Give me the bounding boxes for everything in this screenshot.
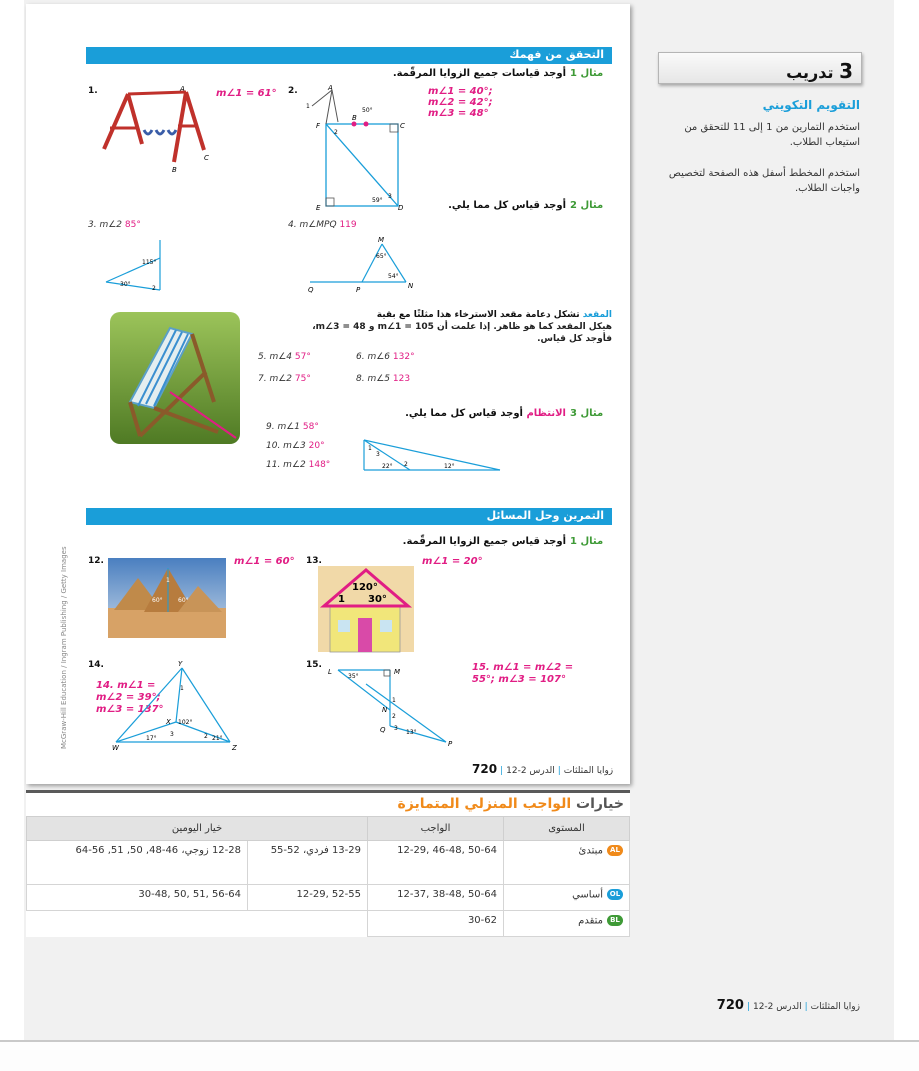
problem-15-answer-2: 55°; m∠3 = 107° xyxy=(472,674,566,685)
practice-instruction-1: أوجد قياس جميع الزوايا المرقّمة. xyxy=(402,536,566,547)
empty-cell xyxy=(27,911,368,937)
house-figure xyxy=(318,564,414,654)
figure-4 xyxy=(306,234,426,296)
problem-15-number: 15. xyxy=(306,660,322,670)
example-3-label: مثال 3 xyxy=(570,408,604,419)
teacher-page-footer: زوايا المثلثات|الدرس 2-12|720 xyxy=(716,998,860,1013)
fig15-angle-35: 35° xyxy=(348,673,359,680)
footer-page-number: 720 xyxy=(472,762,498,776)
fig1-label-B: B xyxy=(172,166,177,174)
pyramid-n1: 1 xyxy=(166,577,170,584)
sidebar-text-2: استخدم المخطط أسفل هذه الصفحة لتخصيص واجبات الطلاب. xyxy=(668,168,860,194)
problem-6: 6. m∠6 132° xyxy=(356,352,415,362)
example-2-label: مثال 2 xyxy=(570,200,604,211)
problem-1-answer: m∠1 = 61° xyxy=(216,88,277,99)
problem-12-number: 12. xyxy=(88,556,104,566)
level-name: متقدم xyxy=(578,915,603,927)
fig2-angle-59: 59° xyxy=(372,197,383,204)
fig9-n3: 3 xyxy=(376,451,380,458)
figure-14 xyxy=(112,660,242,752)
fig2-label-F: F xyxy=(316,122,321,130)
problem-14-answer-3: m∠3 = 137° xyxy=(96,704,164,715)
footer2-page-number: 720 xyxy=(716,998,744,1013)
level-name: أساسي xyxy=(572,889,603,901)
lounge-chair-photo xyxy=(110,312,240,444)
problem-4: 4. m∠MPQ 119 xyxy=(288,220,357,230)
figure-9 xyxy=(360,436,510,476)
fig2-n3: 3 xyxy=(388,193,392,200)
pyramids-photo xyxy=(108,558,226,638)
fig4-angle-54: 54° xyxy=(388,273,399,280)
house-angle-120: 120° xyxy=(352,582,378,593)
assignment-cell: 30-62 xyxy=(368,911,504,937)
practice-example-1-label: مثال 1 xyxy=(570,536,604,547)
instruction-3: الانتظام أوجد قياس كل مما يلي. xyxy=(405,408,566,419)
fig15-label-N: N xyxy=(382,706,388,714)
fig15-label-P: P xyxy=(448,740,453,746)
level-cell xyxy=(504,841,630,885)
fig14-angle-102: 102° xyxy=(178,719,193,726)
fig4-label-P: P xyxy=(356,286,361,294)
homework-options-title: خيارات الواجب المنزلي المتمايزة xyxy=(26,790,630,816)
fig1-label-C: C xyxy=(204,154,209,162)
footer-lesson: الدرس 2-12 xyxy=(506,766,555,776)
practice-step-box xyxy=(658,52,862,84)
fig15-label-M: M xyxy=(394,668,401,676)
problem-14-number: 14. xyxy=(88,660,104,670)
pyramid-angle-60b: 60° xyxy=(178,597,189,604)
fig15-label-L: L xyxy=(328,668,332,676)
problem-9: 9. m∠1 58° xyxy=(266,422,319,432)
fig2-n2: 2 xyxy=(334,129,338,136)
sidebar-text-1: استخدم التمارين من 1 إلى 11 للتحقق من استيعاب الطلاب. xyxy=(684,122,860,148)
rectangle-triangle-figure xyxy=(304,84,414,212)
chair-text-2: هيكل المقعد كما هو ظاهر. إذا علمت أن 105 = m∠1 و 48 = m∠3، xyxy=(312,322,612,332)
problem-3: 3. m∠2 85° xyxy=(88,220,141,230)
level-badge-al: AL xyxy=(607,845,623,856)
problem-2-answer-2: m∠2 = 42°; xyxy=(428,97,493,108)
level-cell xyxy=(504,911,630,937)
fig14-label-W: W xyxy=(112,744,119,752)
assignment-cell: 12-29, 46-48, 50-64 xyxy=(368,841,504,885)
fig15-label-Q: Q xyxy=(380,726,386,734)
fig14-n3: 3 xyxy=(170,731,174,738)
problem-11: 11. m∠2 148° xyxy=(266,460,331,470)
fig15-n2: 2 xyxy=(392,713,396,720)
problem-15-answer-1: 15. m∠1 = m∠2 = xyxy=(472,662,574,673)
fig14-angle-21: 21° xyxy=(212,735,223,742)
instruction-2: أوجد قياس كل مما يلي. xyxy=(448,200,566,211)
problem-2-number: 2. xyxy=(288,86,298,96)
fig15-n1: 1 xyxy=(392,697,396,704)
footer2-lesson: الدرس 2-12 xyxy=(752,1002,802,1012)
problem-14-answer-1: 14. m∠1 = xyxy=(96,680,156,691)
fig14-label-X: X xyxy=(166,718,171,726)
problem-8: 8. m∠5 123 xyxy=(356,374,411,384)
homework-header-row xyxy=(27,817,630,841)
problem-5: 5. m∠4 57° xyxy=(258,352,311,362)
fig3-angle-30: 30° xyxy=(120,281,131,288)
table-row xyxy=(27,841,630,885)
footer-topic: زوايا المثلثات xyxy=(563,766,614,776)
header-two-day: خيار اليومين xyxy=(27,817,368,841)
two-day-even-cell: 12-28 زوجي، 46-48, 50, 51, 56-64 xyxy=(27,841,248,885)
fig3-angle-115: 115° xyxy=(142,259,157,266)
fig14-label-Y: Y xyxy=(178,660,183,668)
header-level: المستوى xyxy=(504,817,630,841)
two-day-odd-cell: 12-29, 52-55 xyxy=(248,885,368,911)
fig14-n2: 2 xyxy=(204,733,208,740)
level-badge-ol: OL xyxy=(607,889,623,900)
problem-12-answer: m∠1 = 60° xyxy=(234,556,295,567)
two-day-even-cell: 30-48, 50, 51, 56-64 xyxy=(27,885,248,911)
fig2-label-B: B xyxy=(352,114,357,122)
fig14-label-Z: Z xyxy=(232,744,237,752)
fig4-label-Q: Q xyxy=(308,286,314,294)
figure-3 xyxy=(102,238,172,298)
house-angle-30: 30° xyxy=(368,594,387,605)
problem-13-number: 13. xyxy=(306,556,322,566)
practice-step-number: 3 xyxy=(839,59,853,83)
bottom-band xyxy=(0,1040,919,1071)
problem-10: 10. m∠3 20° xyxy=(266,441,325,451)
fig2-label-D: D xyxy=(398,204,404,212)
swing-set-figure xyxy=(98,84,218,174)
level-badge-bl: BL xyxy=(607,915,623,926)
fig14-angle-17: 17° xyxy=(146,735,157,742)
fig1-label-A: A xyxy=(180,85,185,93)
problem-13-answer: m∠1 = 20° xyxy=(422,556,483,567)
figure-15 xyxy=(326,664,456,746)
example-1-label: مثال 1 xyxy=(570,68,604,79)
two-day-odd-cell: 13-29 فردي، 52-55 xyxy=(248,841,368,885)
level-cell xyxy=(504,885,630,911)
fig3-n2: 2 xyxy=(152,285,156,292)
fig9-n1: 1 xyxy=(368,445,372,452)
fig2-label-E: E xyxy=(316,204,321,212)
table-row xyxy=(27,911,630,937)
student-page xyxy=(26,4,630,784)
fig2-n1: 1 xyxy=(306,103,310,110)
assignment-cell: 12-37, 38-48, 50-64 xyxy=(368,885,504,911)
homework-table xyxy=(26,816,630,937)
practice-step-label: تدريب xyxy=(786,63,834,82)
fig2-label-C: C xyxy=(400,122,405,130)
pyramid-angle-60a: 60° xyxy=(152,597,163,604)
footer2-topic: زوايا المثلثات xyxy=(810,1002,860,1012)
instruction-1: أوجد قياسات جميع الزوايا المرقّمة. xyxy=(392,68,566,79)
fig15-angle-13: 13° xyxy=(406,729,417,736)
table-row xyxy=(27,885,630,911)
fig4-angle-65: 65° xyxy=(376,253,387,260)
level-name: مبتدئ xyxy=(578,845,603,857)
fig9-angle-22: 22° xyxy=(382,463,393,470)
fig9-n2: 2 xyxy=(404,461,408,468)
photo-credit: McGraw-Hill Education / Ingram Publishing / Getty Images xyxy=(60,546,68,749)
header-assignment: الواجب xyxy=(368,817,504,841)
problem-14-answer-2: m∠2 = 39°; xyxy=(96,692,161,703)
problem-2-answer-3: m∠3 = 48° xyxy=(428,108,489,119)
chair-text-3: فأوجد كل قياس. xyxy=(537,334,612,344)
practice-header: التمرين وحل المسائل xyxy=(86,508,612,525)
house-n1: 1 xyxy=(338,594,345,605)
fig15-n3: 3 xyxy=(394,725,398,732)
fig4-label-M: M xyxy=(378,236,385,244)
fig2-label-A: A xyxy=(328,84,333,92)
problem-1-number: 1. xyxy=(88,86,98,96)
problem-7: 7. m∠2 75° xyxy=(258,374,311,384)
check-understanding-header: التحقق من فهمك xyxy=(86,47,612,64)
student-page-footer: زوايا المثلثات|الدرس 2-12|720 xyxy=(472,762,614,776)
fig4-label-N: N xyxy=(408,282,414,290)
problem-2-answer-1: m∠1 = 40°; xyxy=(428,86,493,97)
fig14-n1: 1 xyxy=(180,685,184,692)
chair-text-1: المقعد تشكل دعامة مقعد الاسترخاء هذا مثلثًا مع بقية xyxy=(376,310,612,320)
fig2-angle-50: 50° xyxy=(362,107,373,114)
fig9-angle-12: 12° xyxy=(444,463,455,470)
formative-assessment-title: التقويم التكويني xyxy=(762,98,860,112)
